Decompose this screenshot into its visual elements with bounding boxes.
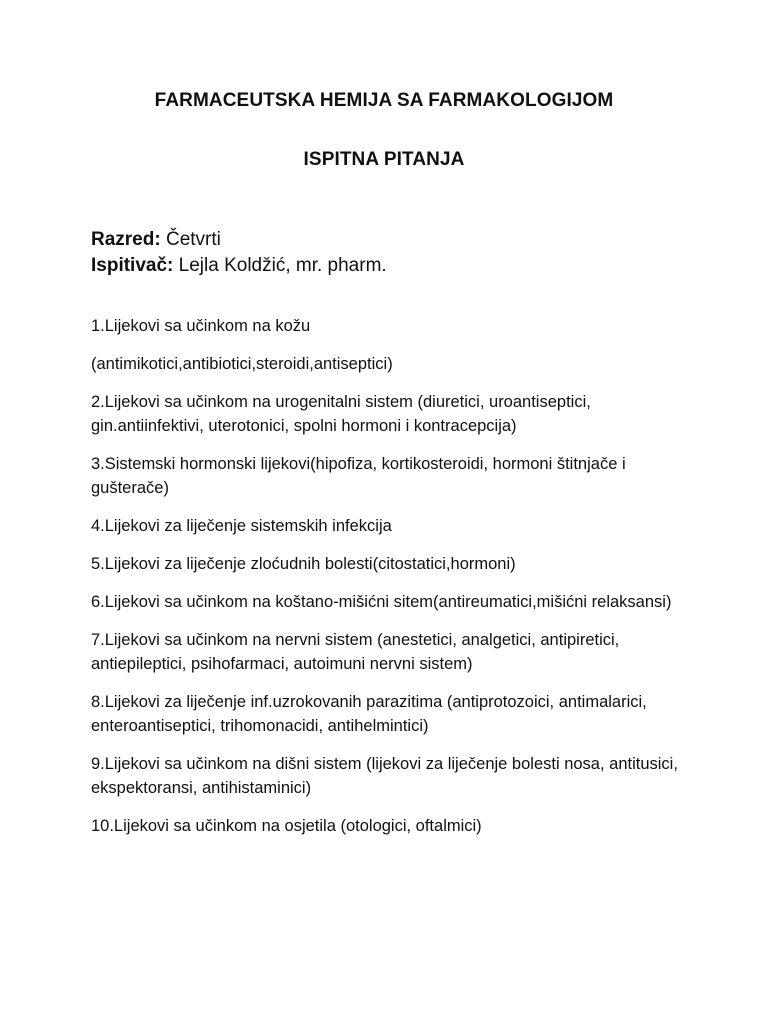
question-item: 1.Lijekovi sa učinkom na kožu xyxy=(91,317,311,335)
question-item: 10.Lijekovi sa učinkom na osjetila (otologici, oftalmici) xyxy=(91,817,482,835)
class-line xyxy=(91,227,387,253)
question-item: 6.Lijekovi sa učinkom na koštano-mišićni sitem(antireumatici,mišićni relaksansi) xyxy=(91,593,672,611)
class-value: Četvrti xyxy=(165,229,221,250)
question-item: 7.Lijekovi sa učinkom na nervni sistem (anestetici, analgetici, antipiretici, antiepileptici, psihofarmaci, autoimuni nervni sistem) xyxy=(91,631,620,673)
question-item: 2.Lijekovi sa učinkom na urogenitalni sistem (diuretici, uroantiseptici, gin.antiinfektivi, uterotonici, spolni hormoni i kontracepcija) xyxy=(91,393,591,435)
class-label: Razred: xyxy=(91,229,161,250)
question-item: 8.Lijekovi za liječenje inf.uzrokovanih parazitima (antiprotozoici, antimalarici, enteroantiseptici, trihomonacidi, antihelmintici) xyxy=(91,693,647,735)
page-title: FARMACEUTSKA HEMIJA SA FARMAKOLOGIJOM xyxy=(154,90,614,111)
question-item: (antimikotici,antibiotici,steroidi,antiseptici) xyxy=(91,355,393,373)
examiner-label: Ispitivač: xyxy=(91,255,174,276)
question-item: 5.Lijekovi za liječenje zloćudnih bolesti(citostatici,hormoni) xyxy=(91,555,516,573)
examiner-value: Lejla Koldžić, mr. pharm. xyxy=(178,255,387,276)
document-meta xyxy=(91,227,387,279)
examiner-line xyxy=(91,253,387,279)
question-item: 9.Lijekovi sa učinkom na dišni sistem (lijekovi za liječenje bolesti nosa, antitusici, ekspektoransi, antihistaminici) xyxy=(91,755,678,797)
question-item: 3.Sistemski hormonski lijekovi(hipofiza, kortikosteroidi, hormoni štitnjače i gušterače) xyxy=(91,455,626,497)
question-list xyxy=(91,314,691,852)
page-subtitle: ISPITNA PITANJA xyxy=(303,149,465,170)
question-item: 4.Lijekovi za liječenje sistemskih infekcija xyxy=(91,517,392,535)
